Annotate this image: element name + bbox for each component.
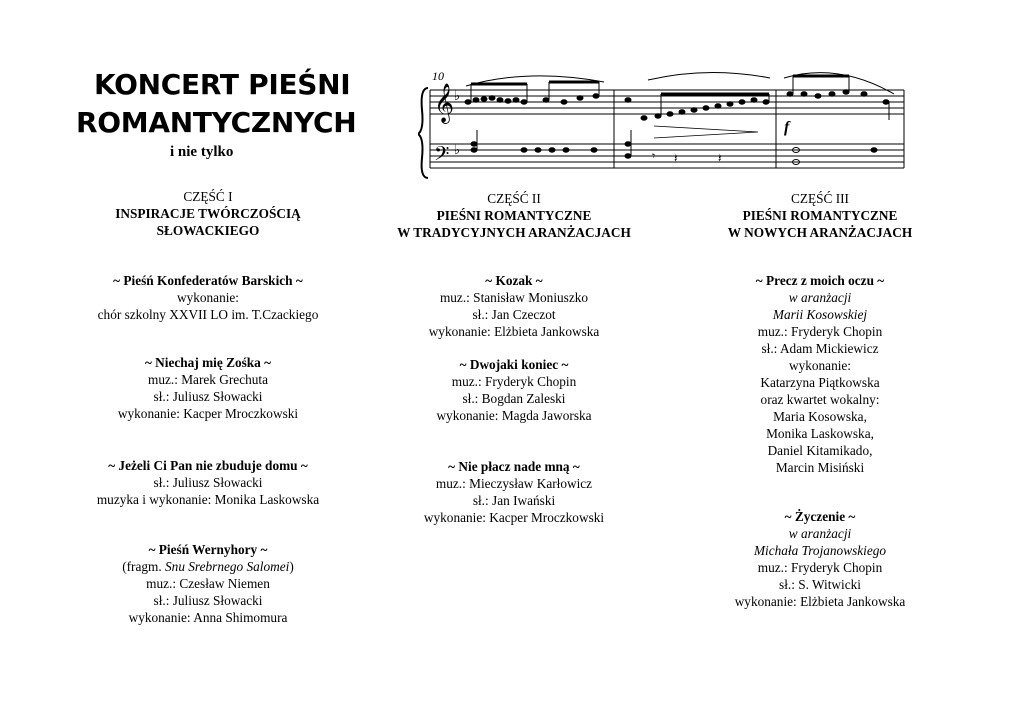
arranger-name: Marii Kosowskiej <box>772 307 868 322</box>
part-label: CZĘŚĆ I <box>183 189 233 204</box>
song-title: ~ Pieśń Wernyhory ~ <box>148 542 268 557</box>
item-line: muz.: Stanisław Moniuszko <box>439 290 589 305</box>
part-2-column <box>380 190 648 525</box>
part-heading-line: PIEŚNI ROMANTYCZNE <box>436 208 592 223</box>
program-item <box>78 457 338 508</box>
arranger-name: Michała Trojanowskiego <box>753 543 887 558</box>
program-item <box>700 508 940 610</box>
program-item <box>700 272 940 476</box>
fragment-title: Snu Srebrnego Salomei <box>165 559 290 574</box>
item-line: muz.: Mieczysław Karłowicz <box>435 476 593 491</box>
program-item <box>78 354 338 422</box>
song-title: ~ Precz z moich oczu ~ <box>755 273 885 288</box>
part-3-header <box>700 190 940 241</box>
part-1-header <box>78 188 338 239</box>
part-2-header <box>380 190 648 241</box>
subtitle: i nie tylko <box>170 144 234 160</box>
item-line: muz.: Fryderyk Chopin <box>451 374 577 389</box>
title-line-2: ROMANTYCZNYCH <box>76 106 357 139</box>
treble-clef: 𝄞 <box>434 83 455 123</box>
svg-text:𝄽: 𝄽 <box>718 151 722 165</box>
item-line: oraz kwartet wokalny: <box>760 392 880 407</box>
song-title: ~ Życzenie ~ <box>784 509 856 524</box>
part-heading-line: PIEŚNI ROMANTYCZNE <box>742 208 898 223</box>
part-heading-line: INSPIRACJE TWÓRCZOŚCIĄ <box>115 206 301 221</box>
item-line: sł.: S. Witwicki <box>779 577 861 592</box>
item-line: wykonanie: <box>176 290 240 305</box>
arrangement-line: w aranżacji <box>788 526 852 541</box>
item-line: muz.: Fryderyk Chopin <box>757 324 883 339</box>
item-line: sł.: Jan Iwański <box>472 493 556 508</box>
item-line: wykonanie: Magda Jaworska <box>436 408 592 423</box>
item-line: wykonanie: Kacper Mroczkowski <box>117 406 299 421</box>
fragment-prefix: (fragm. <box>122 559 166 574</box>
item-line: wykonanie: Kacper Mroczkowski <box>423 510 605 525</box>
item-line: wykonanie: Anna Shimomura <box>128 610 288 625</box>
arrangement-line: w aranżacji <box>788 290 852 305</box>
part-label: CZĘŚĆ III <box>791 191 849 206</box>
item-line: muzyka i wykonanie: Monika Laskowska <box>96 492 320 507</box>
item-line: Monika Laskowska, <box>766 426 874 441</box>
song-title: ~ Dwojaki koniec ~ <box>459 357 569 372</box>
song-title: ~ Jeżeli Ci Pan nie zbuduje domu ~ <box>108 458 308 473</box>
part-heading-line: W TRADYCYJNYCH ARANŻACJACH <box>397 225 631 240</box>
program-item <box>78 272 338 323</box>
song-title: ~ Niechaj mię Zośka ~ <box>144 355 272 370</box>
item-line: Katarzyna Piątkowska <box>760 375 880 390</box>
dynamic-forte: f <box>784 119 790 136</box>
item-line: muz.: Marek Grechuta <box>148 372 268 387</box>
program-item <box>380 272 648 340</box>
fragment-suffix: ) <box>289 559 294 574</box>
svg-text:♭: ♭ <box>454 143 461 158</box>
item-line: chór szkolny XXVII LO im. T.Czackiego <box>97 307 319 322</box>
concert-title <box>76 66 356 142</box>
item-line: Maria Kosowska, <box>773 409 867 424</box>
bass-clef: 𝄢 <box>434 142 450 170</box>
program-item <box>78 541 338 626</box>
program-item <box>380 356 648 424</box>
fragment-line <box>78 558 338 575</box>
song-title: ~ Pieśń Konfederatów Barskich ~ <box>113 273 303 288</box>
part-1-column <box>78 188 338 625</box>
svg-text:𝄽: 𝄽 <box>674 151 678 165</box>
music-score-illustration <box>418 64 908 180</box>
part-label: CZĘŚĆ II <box>487 191 541 206</box>
title-line-1: KONCERT PIEŚNI <box>94 68 351 101</box>
item-line: Marcin Misiński <box>775 460 865 475</box>
item-line: sł.: Juliusz Słowacki <box>153 593 263 608</box>
part-heading-line: W NOWYCH ARANŻACJACH <box>727 225 913 240</box>
item-line: muz.: Czesław Niemen <box>146 576 270 591</box>
svg-text:♭: ♭ <box>454 89 461 104</box>
song-title: ~ Kozak ~ <box>485 273 543 288</box>
program-item <box>380 458 648 526</box>
svg-text:𝄾: 𝄾 <box>652 149 656 163</box>
song-title: ~ Nie płacz nade mną ~ <box>448 459 580 474</box>
measure-number: 10 <box>432 69 444 83</box>
item-line: sł.: Juliusz Słowacki <box>153 475 263 490</box>
grand-staff-brace <box>418 88 428 178</box>
item-line: muz.: Fryderyk Chopin <box>757 560 883 575</box>
item-line: Daniel Kitamikado, <box>767 443 873 458</box>
item-line: wykonanie: <box>788 358 852 373</box>
item-line: wykonanie: Elżbieta Jankowska <box>428 324 600 339</box>
item-line: sł.: Adam Mickiewicz <box>761 341 879 356</box>
item-line: wykonanie: Elżbieta Jankowska <box>734 594 906 609</box>
item-line: sł.: Jan Czeczot <box>472 307 556 322</box>
part-heading-line: SŁOWACKIEGO <box>156 223 260 238</box>
part-3-column <box>700 190 940 609</box>
item-line: sł.: Bogdan Zaleski <box>462 391 566 406</box>
item-line: sł.: Juliusz Słowacki <box>153 389 263 404</box>
